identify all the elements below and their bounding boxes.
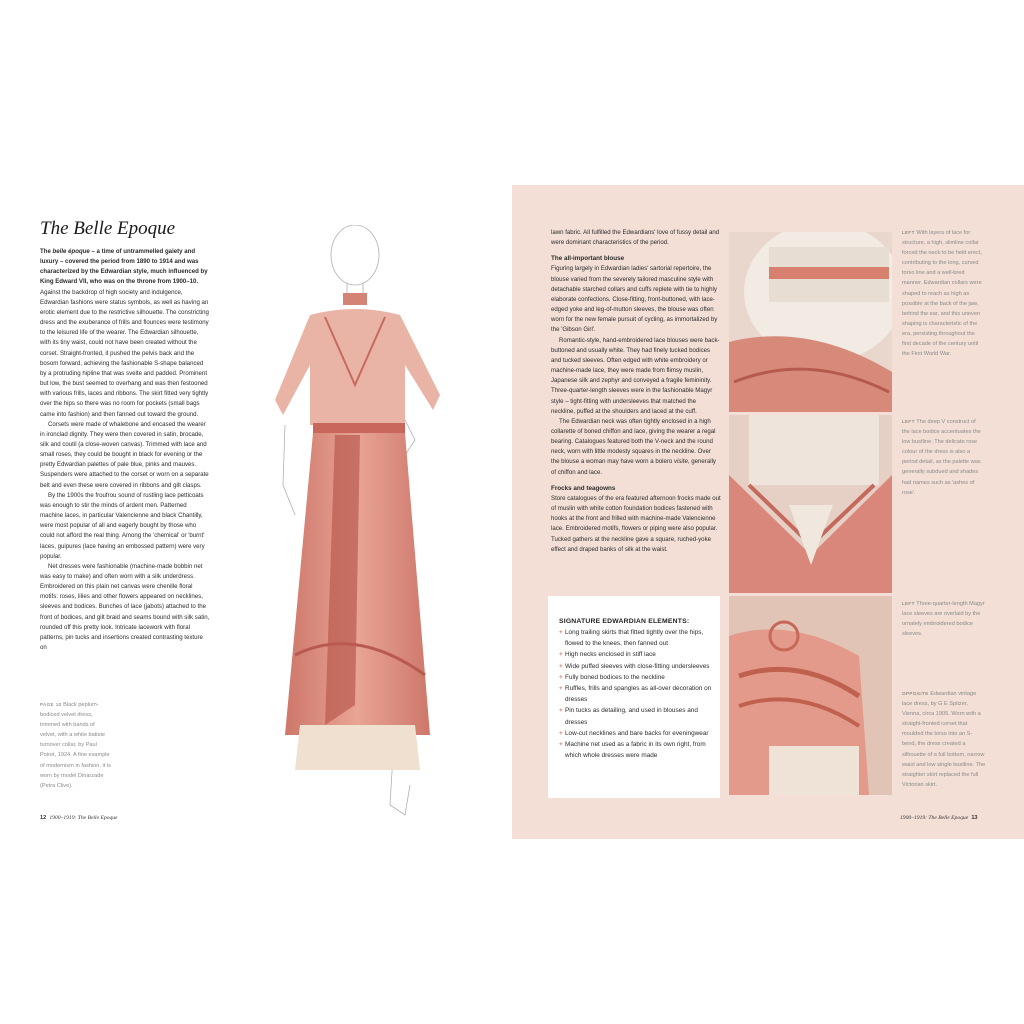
right-body-text bbox=[551, 228, 721, 555]
dress-on-mannequin-image bbox=[265, 225, 450, 820]
neck-paragraph: The Edwardian neck was often tightly enclosed in a high collarette of boned chiffon and lace, giving the wearer a regal bearing. Catalogues featured both the V-neck and the round neck, worn with little modesty squares in the neckline. Over the blouse a woman may have worn a bolero visite, generally of chiffon and lace. bbox=[551, 417, 716, 476]
frocks-subhead: Frocks and teagowns bbox=[551, 484, 616, 492]
signature-title: SIGNATURE EDWARDIAN ELEMENTS: bbox=[559, 618, 690, 625]
right-folio: 1900–1919: The Belle Epoque 13 bbox=[900, 815, 978, 821]
caption-sleeve: LEFT Three-quarter-length Magyr lace sleeves are overlaid by the ornately embroidered bodice sleeves. bbox=[902, 601, 985, 638]
list-item: + Long trailing skirts that fitted tightly over the hips, flowed to the knees, then fanned out bbox=[559, 627, 712, 649]
continued-paragraph: lawn fabric. All fulfilled the Edwardians' love of fussy detail and were dominant characteristics of the period. bbox=[551, 229, 720, 247]
lace-paragraph: By the 1900s the froufrou sound of rustling lace petticoats was enough to stir the minds of ardent men. Patterned machine laces, in particular Valencienne and black Chantilly, were most popular of all and eagerly bought by those who could not afford the real thing. Among the 'chemical' or 'burnt' laces, guipures (lace having an embossed pattern) were very popular. bbox=[40, 491, 205, 560]
list-item: + Low-cut necklines and bare backs for eveningwear bbox=[559, 728, 712, 739]
net-dresses-paragraph: Net dresses were fashionable (machine-made bobbin net was easy to make) and often worn with a silk underdress. Embroidered on this plain net canvas were chenille floral motifs: roses, lilies and other flowers appeared on necklines, sleeves and bodices. Bunches of lace (jabots) attached to the front of bodices, and gilt braid and seams bound with silk satin, rounded off this pretty look. Intricate lacework with floral patterns, pin tucks and insertions created contrasting texture on bbox=[40, 562, 210, 652]
signature-list bbox=[559, 627, 712, 761]
caption-v-neck: LEFT The deep V construct of the lace bodice accentuates the low bustline. The delicate rose colour of the dress is also a period detail, as the palette was generally subdued and shades had names such as 'ashes of rose'. bbox=[902, 419, 981, 496]
frocks-paragraph: Store catalogues of the era featured afternoon frocks made out of muslin with white cotton foundation bodices fastened with hooks at the front and frilled with machine-made Valencienne lace. Embroidered motifs, flowers or piping were also popular. Tucked gathers at the neckline gave a square, ruched-yoke effect and draped banks of silk at the waist. bbox=[551, 494, 721, 553]
caption-collar: LEFT With layers of lace for structure, a high, slimline collar forced the neck to be held erect, contributing to the long, curved torso line and a well-bred manner. Edwardian collars were shaped to reach as high as possible at the back of the jaw, behind the ear, and this uneven shaping is characteristic of the era, persisting throughout the first decade of the century until the First World War. bbox=[902, 230, 982, 358]
page-title: The Belle Epoque bbox=[40, 218, 176, 239]
left-caption: PAGE 10 Black peplum-bodiced velvet dress, trimmed with bands of velvet, with a white batiste turnover collar, by Paul Poiret, 1924. A fine example of modernism in fashion, it is worn by model Dinarzade (Petra Clive). bbox=[40, 702, 111, 789]
blouse-paragraph: Figuring largely in Edwardian ladies' sartorial repertoire, the blouse varied from the severely tailored masculine style with detachable starched collars and cuffs replete with tie to highly elaborate confections. Close-fitting, front-buttoned, with lace-edged yoke and leg-of-mutton sleeves, the blouse was often worn for the new female pursuit of cycling, as immortalized by the 'Gibson Girl'. bbox=[551, 265, 718, 334]
left-folio: 12 1900–1919: The Belle Epoque bbox=[40, 815, 118, 821]
intro-paragraph: The belle époque – a time of untrammelled gaiety and luxury – covered the period from 1890 to 1914 and was characterized by the Edwardian style, much influenced by King Edward VII, who was on the throne from 1900–10. Against the backdrop of high society and indulgence, Edwardian fashions were status symbols, as well as having an erotic element due to the restrictive silhouette. The constricting dress and the exuberance of frills and flounces were testimony to the leisured life of the wearer. The Edwardian silhouette, with its tiny waist, could not have been created without the corset. Straight-fronted, it pushed the pelvis back and the bosom forward, achieving the fashionable S-shape balanced by a protruding hipline that was svelte and padded. Prominent but low, the bust seemed to overhang and was then festooned with various frills, laces and ribbons. The skirt fitted very tightly over the hips so there was no room for pockets (small bags came into fashion) and then fanned out toward the ground. bbox=[40, 248, 209, 418]
v-neck-bodice-photo bbox=[729, 415, 892, 593]
list-item: + Machine net used as a fabric in its own right, from which whole dresses were made bbox=[559, 739, 712, 761]
list-item: + Wide puffed sleeves with close-fitting undersleeves bbox=[559, 661, 712, 672]
collar-detail-photo bbox=[729, 232, 892, 412]
list-item: + Pin tucks as detailing, and used in blouses and dresses bbox=[559, 705, 712, 727]
list-item: + Fully boned bodices to the neckline bbox=[559, 672, 712, 683]
left-body-text bbox=[40, 247, 210, 653]
romantic-paragraph: Romantic-style, hand-embroidered lace blouses were back-buttoned and usually white. They had finely tucked bodices and tucked sleeves. Often edged with white embroidery or machine-made lace, they were made from flimsy muslin, Japanese silk and zephyr and conveyed a fragile femininity. Three-quarter-length sleeves were in the fashionable Magyr style – tight-fitting with undersleeves that matched the neckline, puffed at the shoulders and laced at the cuff. bbox=[551, 336, 720, 415]
signature-elements-box bbox=[548, 596, 720, 798]
list-item: + High necks enclosed in stiff lace bbox=[559, 649, 712, 660]
list-item: + Ruffles, frills and spangles as all-over decoration on dresses bbox=[559, 683, 712, 705]
blouse-subhead: The all-important blouse bbox=[551, 255, 625, 263]
caption-opposite: OPPOSITE Edwardian vintage lace dress, by G E Spitzer, Vienna, circa 1905. Worn with a straight-fronted corset that moulded the torso into an S-bend, the dress created a silhouette of a full bottom, narrow waist and low single bustline. The straighter skirt replaced the full Victorian skirt. bbox=[902, 691, 986, 788]
sleeve-detail-photo bbox=[729, 596, 892, 795]
corsets-paragraph: Corsets were made of whalebone and encased the wearer in ironclad dignity. They were then covered in satin, brocade, silk and coutil (a close-woven canvas). Trimmed with lace and small roses, they could be bought in black for evening or the pretty Edwardian palettes of pale blue, pinks and mauves. Suspenders were attached to the corset or worn on a separate belt and even these were covered in ribbons and gilt clasps. bbox=[40, 420, 209, 489]
